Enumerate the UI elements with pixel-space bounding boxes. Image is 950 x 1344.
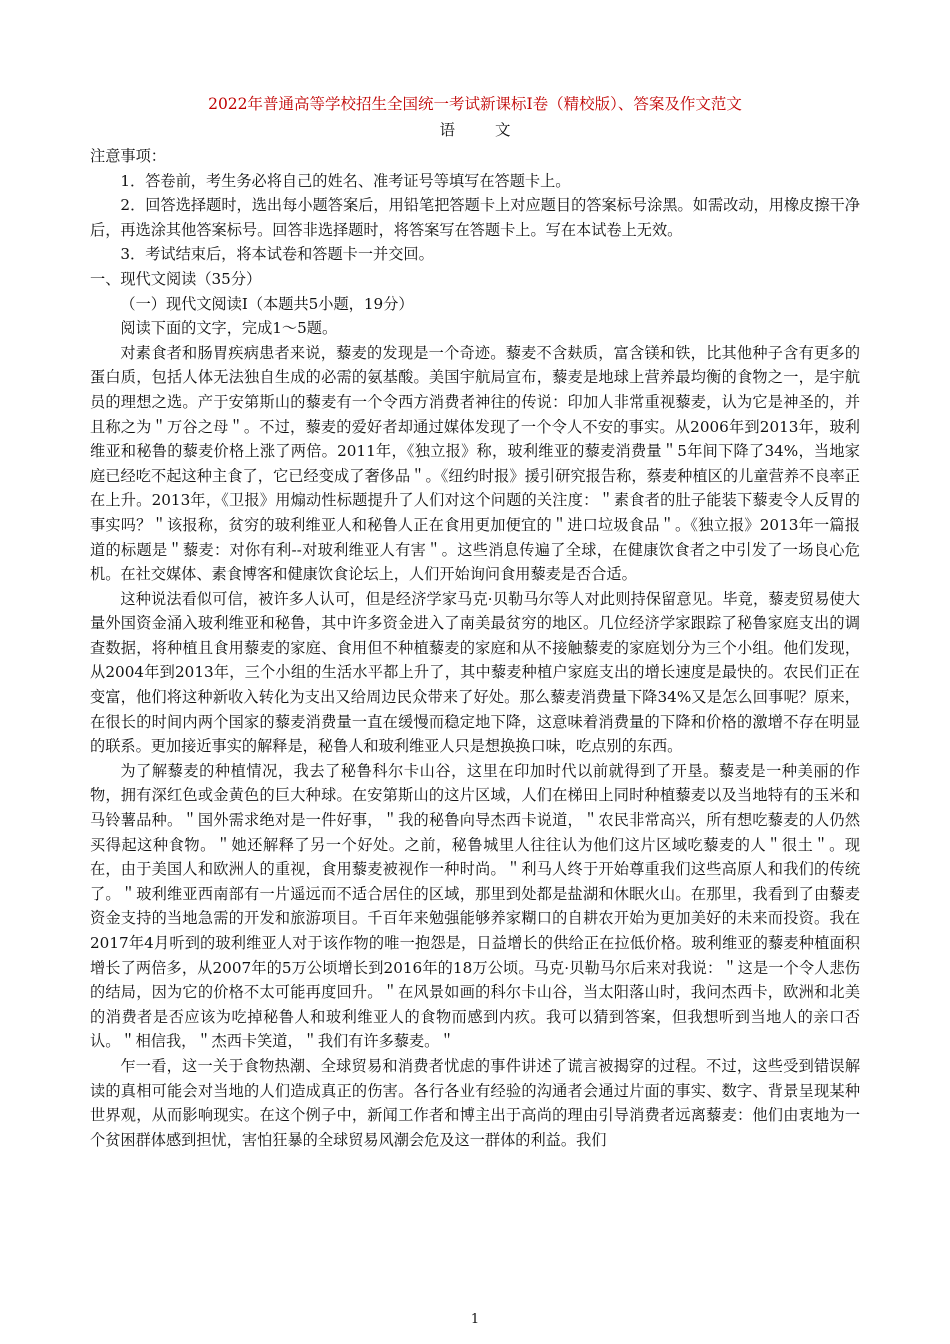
note-item: 2．回答选择题时，选出每小题答案后，用铅笔把答题卡上对应题目的答案标号涂黑。如需改动，用橡皮擦干净后，再选涂其他答案标号。回答非选择题时，将答案写在答题卡上。写在本试卷上无效。 [90,196,860,239]
passage-paragraph: 为了解藜麦的种植情况，我去了秘鲁科尔卡山谷，这里在印加时代以前就得到了开垦。藜麦是一种美丽的作物，拥有深红色或金黄色的巨大种球。在安第斯山的这片区域，人们在梯田上同时种植藜麦以及当地特有的玉米和马铃薯品种。＂国外需求绝对是一件好事，＂我的秘鲁向导杰西卡说道，＂农民非常高兴，所有想吃藜麦的人仍然买得起这种食物。＂她还解释了另一个好处。之前，秘鲁城里人往往认为他们这片区域吃藜麦的人＂很土＂。现在，由于美国人和欧洲人的重视，食用藜麦被视作一种时尚。＂利马人终于开始尊重我们这些高原人和我们的传统了。＂玻利维亚西南部有一片遥远而不适合居住的区域，那里到处都是盐湖和休眠火山。在那里，我看到了由藜麦资金支持的当地急需的开发和旅游项目。千百年来勉强能够养家糊口的自耕农开始为更加美好的未来而投资。我在2017年4月听到的玻利维亚人对于该作物的唯一抱怨是，日益增长的供给正在拉低价格。玻利维亚的藜麦种植面积增长了两倍多，从2007年的5万公顷增长到2016年的18万公顷。马克·贝勒马尔后来对我说：＂这是一个令人悲伤的结局，因为它的价格不太可能再度回升。＂在风景如画的科尔卡山谷，当太阳落山时，我问杰西卡，欧洲和北美的消费者是否应该为吃掉秘鲁人和玻利维亚人的食物而感到内疚。我可以猜到答案，但我想听到当地人的亲口否认。＂相信我，＂杰西卡笑道，＂我们有许多藜麦。＂ [90,761,860,1051]
note-item: 1．答卷前，考生务必将自己的姓名、准考证号等填写在答题卡上。 [120,171,571,190]
notes-heading: 注意事项： [90,147,166,165]
passage-paragraph: 乍一看，这一关于食物热潮、全球贸易和消费者忧虑的事件讲述了谎言被揭穿的过程。不过，这些受到错误解读的真相可能会对当地的人们造成真正的伤害。各行各业有经验的沟通者会通过片面的事实、数字、背景呈现某种世界观，从而影响现实。在这个例子中，新闻工作者和博主出于高尚的理由引导消费者远离藜麦：他们由衷地为一个贫困群体感到担忧，害怕狂暴的全球贸易风潮会危及这一群体的利益。我们 [90,1056,860,1149]
passage-paragraph: 对素食者和肠胃疾病患者来说，藜麦的发现是一个奇迹。藜麦不含麸质，富含镁和铁，比其他种子含有更多的蛋白质，包括人体无法独自生成的必需的氨基酸。美国宇航局宣布，藜麦是地球上营养最均衡的食物之一，是宇航员的理想之选。产于安第斯山的藜麦有一个令西方消费者神往的传说：印加人非常重视藜麦，认为它是神圣的，并且称之为＂万谷之母＂。不过，藜麦的爱好者却通过媒体发现了一个令人不安的事实。从2006年到2013年，玻利维亚和秘鲁的藜麦价格上涨了两倍。2011年，《独立报》称，玻利维亚的藜麦消费量＂5年间下降了34%，当地家庭已经吃不起这种主食了，它已经变成了奢侈品＂。《纽约时报》援引研究报告称，蔡麦种植区的儿童营养不良率正在上升。2013年，《卫报》用煽动性标题提升了人们对这个问题的关注度：＂素食者的肚子能装下藜麦令人反胃的事实吗？＂该报称，贫穷的玻利维亚人和秘鲁人正在食用更加便宜的＂进口垃圾食品＂。《独立报》2013年一篇报道的标题是＂藜麦：对你有利--对玻利维亚人有害＂。这些消息传遍了全球，在健康饮食者之中引发了一场良心危机。在社交媒体、素食博客和健康饮食论坛上，人们开始询问食用藜麦是否合适。 [90,343,860,584]
document-body [90,144,860,1152]
passage-paragraph: 这种说法看似可信，被许多人认可，但是经济学家马克·贝勒马尔等人对此则持保留意见。毕竟，藜麦贸易使大量外国资金涌入玻利维亚和秘鲁，其中许多资金进入了南美最贫穷的地区。几位经济学家跟踪了秘鲁家庭支出的调查数据，将种植且食用藜麦的家庭、食用但不种植藜麦的家庭和从不接触藜麦的家庭划分为三个小组。他们发现，从2004年到2013年，三个小组的生活水平都上升了，其中藜麦种植户家庭支出的增长速度是最快的。农民们正在变富，他们将这种新收入转化为支出又给周边民众带来了好处。那么藜麦消费量下降34%又是怎么回事呢？原来，在很长的时间内两个国家的藜麦消费量一直在缓慢而稳定地下降，这意味着消费量的下降和价格的激增不存在明显的联系。更加接近事实的解释是，秘鲁人和玻利维亚人只是想换换口味，吃点别的东西。 [90,589,860,756]
document-title: 2022年普通高等学校招生全国统一考试新课标Ⅰ卷（精校版）、答案及作文范文 [208,95,742,113]
subject-heading: 语文 [439,121,551,139]
sub-section-heading: （一）现代文阅读Ⅰ（本题共5小题，19分） [120,294,414,313]
section-heading: 一、现代文阅读（35分） [90,269,262,288]
reading-instruction: 阅读下面的文字，完成1～5题。 [120,319,338,338]
page-number: 1 [470,1312,480,1327]
note-item: 3．考试结束后，将本试卷和答题卡一并交回。 [120,245,434,264]
